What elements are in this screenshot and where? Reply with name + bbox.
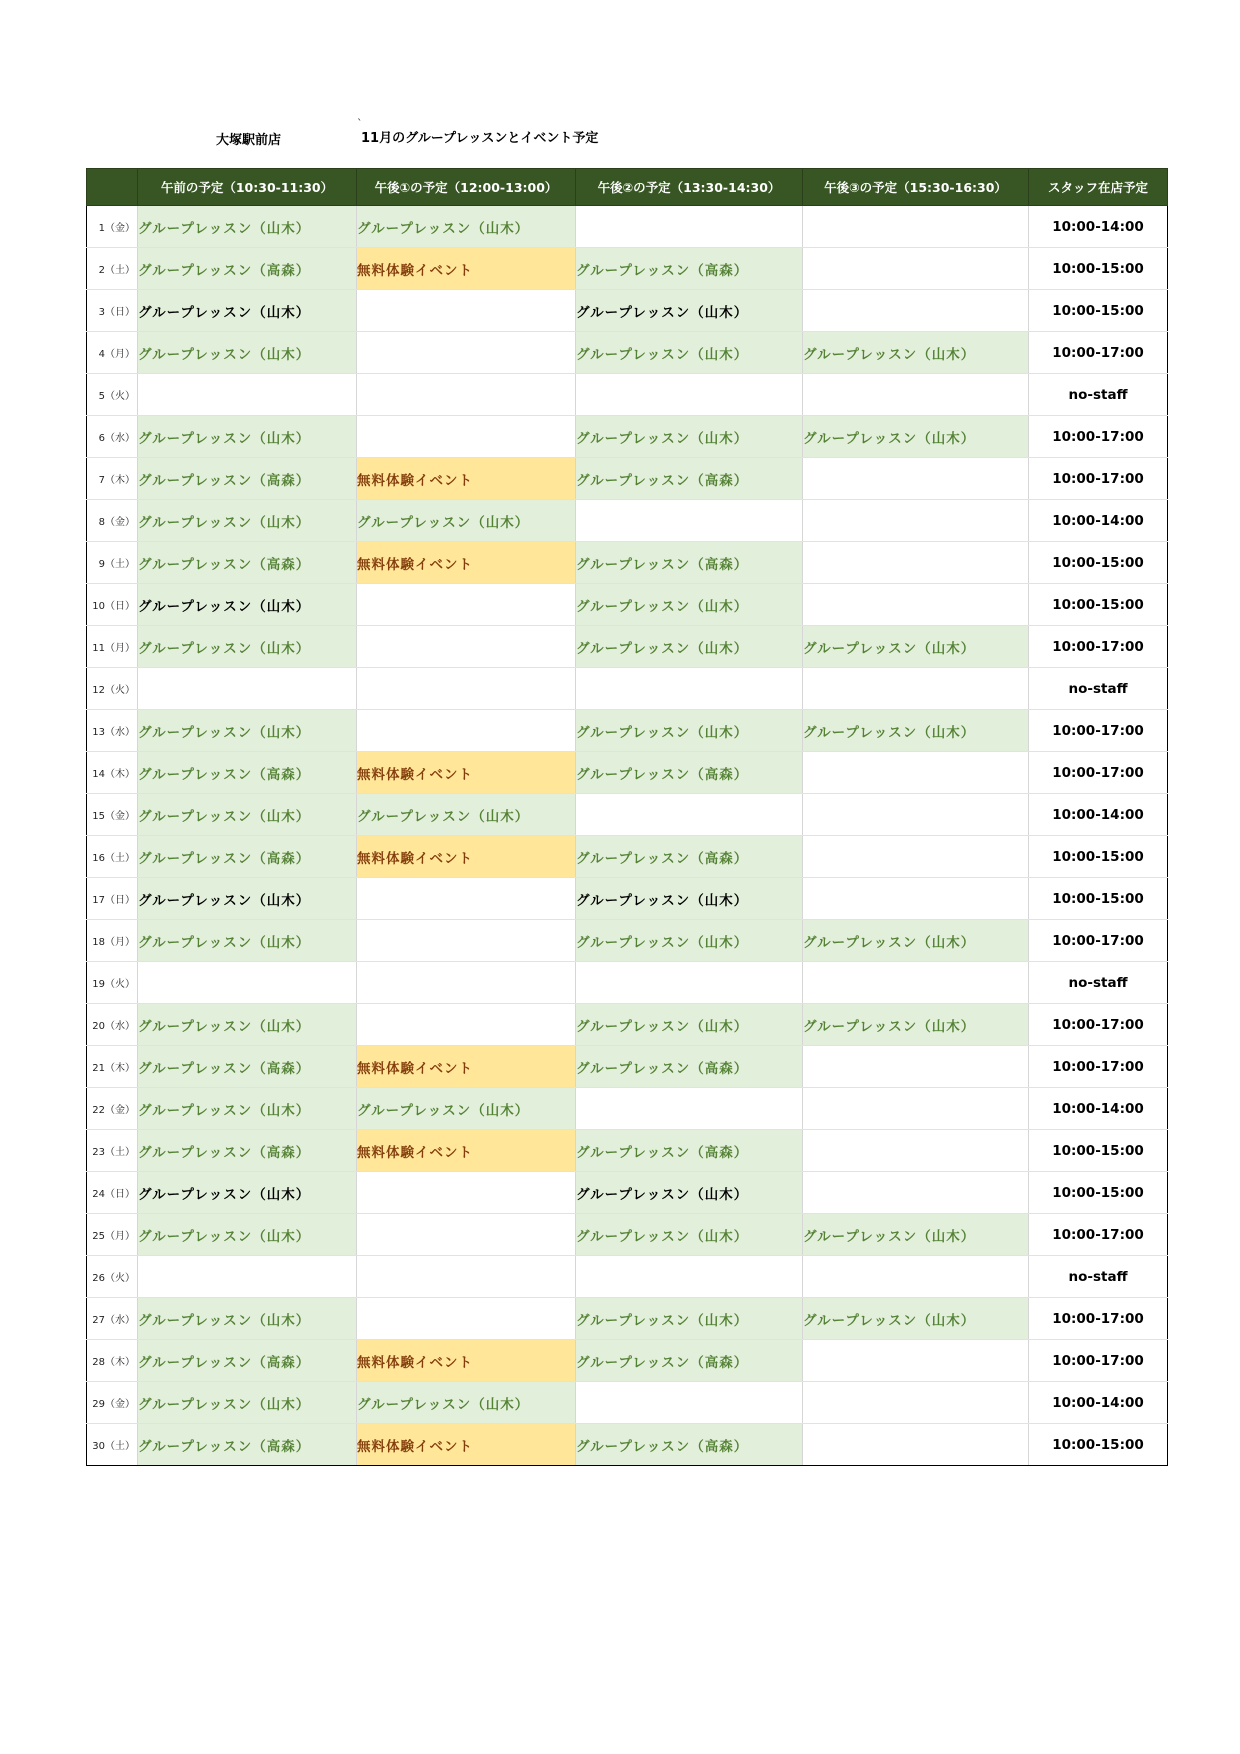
table-row: [87, 794, 1168, 836]
afternoon-2-cell: グループレッスン（高森）: [576, 1046, 803, 1088]
morning-cell: グループレッスン（高森）: [138, 542, 357, 584]
table-row: [87, 710, 1168, 752]
afternoon-3-cell: [803, 836, 1029, 878]
afternoon-2-cell: [576, 374, 803, 416]
date-cell: 27（水）: [87, 1298, 138, 1340]
date-cell: 21（木）: [87, 1046, 138, 1088]
afternoon-3-cell: [803, 1172, 1029, 1214]
morning-cell: グループレッスン（山木）: [138, 1382, 357, 1424]
morning-cell: グループレッスン（山木）: [138, 206, 357, 248]
afternoon-1-cell: 無料体験イベント: [357, 1424, 576, 1466]
date-cell: 20（水）: [87, 1004, 138, 1046]
afternoon-3-cell: グループレッスン（山木）: [803, 920, 1029, 962]
morning-cell: グループレッスン（高森）: [138, 1130, 357, 1172]
morning-cell: グループレッスン（山木）: [138, 878, 357, 920]
table-row: [87, 1382, 1168, 1424]
afternoon-1-cell: [357, 1214, 576, 1256]
morning-cell: グループレッスン（山木）: [138, 290, 357, 332]
column-header-afternoon-2: 午後②の予定（13:30-14:30）: [576, 169, 803, 206]
morning-cell: グループレッスン（高森）: [138, 752, 357, 794]
column-header-afternoon-1: 午後①の予定（12:00-13:00）: [357, 169, 576, 206]
afternoon-2-cell: グループレッスン（高森）: [576, 752, 803, 794]
afternoon-3-cell: [803, 1424, 1029, 1466]
date-cell: 2（土）: [87, 248, 138, 290]
afternoon-1-cell: [357, 584, 576, 626]
afternoon-3-cell: [803, 1340, 1029, 1382]
afternoon-2-cell: [576, 206, 803, 248]
staff-hours-cell: 10:00-17:00: [1029, 626, 1168, 668]
afternoon-3-cell: グループレッスン（山木）: [803, 416, 1029, 458]
table-row: [87, 1088, 1168, 1130]
date-cell: 24（日）: [87, 1172, 138, 1214]
staff-hours-cell: 10:00-17:00: [1029, 1298, 1168, 1340]
afternoon-3-cell: [803, 206, 1029, 248]
date-cell: 9（土）: [87, 542, 138, 584]
afternoon-1-cell: 無料体験イベント: [357, 542, 576, 584]
staff-hours-cell: 10:00-15:00: [1029, 878, 1168, 920]
store-name: 大塚駅前店: [216, 133, 282, 148]
morning-cell: [138, 374, 357, 416]
afternoon-3-cell: グループレッスン（山木）: [803, 710, 1029, 752]
afternoon-3-cell: [803, 290, 1029, 332]
table-row: [87, 1256, 1168, 1298]
morning-cell: グループレッスン（山木）: [138, 1214, 357, 1256]
staff-hours-cell: 10:00-15:00: [1029, 290, 1168, 332]
afternoon-1-cell: グループレッスン（山木）: [357, 500, 576, 542]
afternoon-1-cell: 無料体験イベント: [357, 458, 576, 500]
header-row: [87, 169, 1168, 206]
afternoon-2-cell: グループレッスン（山木）: [576, 584, 803, 626]
staff-hours-cell: 10:00-17:00: [1029, 1046, 1168, 1088]
table-row: [87, 248, 1168, 290]
staff-hours-cell: 10:00-17:00: [1029, 416, 1168, 458]
staff-hours-cell: 10:00-14:00: [1029, 794, 1168, 836]
afternoon-3-cell: グループレッスン（山木）: [803, 1004, 1029, 1046]
afternoon-1-cell: 無料体験イベント: [357, 1046, 576, 1088]
afternoon-1-cell: [357, 332, 576, 374]
table-row: [87, 206, 1168, 248]
date-cell: 10（日）: [87, 584, 138, 626]
afternoon-1-cell: [357, 710, 576, 752]
afternoon-3-cell: [803, 458, 1029, 500]
afternoon-1-cell: [357, 962, 576, 1004]
staff-hours-cell: 10:00-15:00: [1029, 1424, 1168, 1466]
afternoon-3-cell: [803, 794, 1029, 836]
date-cell: 7（木）: [87, 458, 138, 500]
afternoon-3-cell: [803, 1046, 1029, 1088]
morning-cell: グループレッスン（高森）: [138, 1046, 357, 1088]
afternoon-2-cell: グループレッスン（高森）: [576, 458, 803, 500]
afternoon-3-cell: [803, 878, 1029, 920]
date-cell: 11（月）: [87, 626, 138, 668]
table-row: [87, 1004, 1168, 1046]
afternoon-1-cell: グループレッスン（山木）: [357, 1088, 576, 1130]
afternoon-3-cell: [803, 1382, 1029, 1424]
afternoon-2-cell: グループレッスン（高森）: [576, 1424, 803, 1466]
morning-cell: グループレッスン（山木）: [138, 584, 357, 626]
morning-cell: グループレッスン（高森）: [138, 248, 357, 290]
morning-cell: [138, 668, 357, 710]
schedule-body: [87, 206, 1168, 1466]
table-row: [87, 458, 1168, 500]
afternoon-3-cell: [803, 1256, 1029, 1298]
date-cell: 8（金）: [87, 500, 138, 542]
afternoon-3-cell: グループレッスン（山木）: [803, 1298, 1029, 1340]
date-cell: 13（水）: [87, 710, 138, 752]
afternoon-3-cell: [803, 542, 1029, 584]
afternoon-2-cell: [576, 1088, 803, 1130]
date-cell: 3（日）: [87, 290, 138, 332]
afternoon-1-cell: 無料体験イベント: [357, 752, 576, 794]
table-row: [87, 374, 1168, 416]
afternoon-2-cell: グループレッスン（高森）: [576, 542, 803, 584]
afternoon-2-cell: [576, 1256, 803, 1298]
date-cell: 6（水）: [87, 416, 138, 458]
staff-hours-cell: 10:00-17:00: [1029, 920, 1168, 962]
staff-hours-cell: no-staff: [1029, 962, 1168, 1004]
table-row: [87, 836, 1168, 878]
afternoon-2-cell: グループレッスン（高森）: [576, 248, 803, 290]
table-row: [87, 962, 1168, 1004]
afternoon-2-cell: グループレッスン（山木）: [576, 878, 803, 920]
afternoon-2-cell: グループレッスン（山木）: [576, 710, 803, 752]
staff-hours-cell: no-staff: [1029, 668, 1168, 710]
morning-cell: グループレッスン（山木）: [138, 920, 357, 962]
staff-hours-cell: 10:00-17:00: [1029, 1340, 1168, 1382]
afternoon-1-cell: 無料体験イベント: [357, 836, 576, 878]
staff-hours-cell: 10:00-17:00: [1029, 1214, 1168, 1256]
staff-hours-cell: 10:00-15:00: [1029, 248, 1168, 290]
date-cell: 16（土）: [87, 836, 138, 878]
date-cell: 4（月）: [87, 332, 138, 374]
table-row: [87, 1298, 1168, 1340]
afternoon-2-cell: グループレッスン（高森）: [576, 1130, 803, 1172]
staff-hours-cell: 10:00-15:00: [1029, 1172, 1168, 1214]
staff-hours-cell: 10:00-15:00: [1029, 584, 1168, 626]
table-row: [87, 1214, 1168, 1256]
afternoon-3-cell: [803, 1130, 1029, 1172]
afternoon-3-cell: グループレッスン（山木）: [803, 1214, 1029, 1256]
afternoon-2-cell: グループレッスン（山木）: [576, 1172, 803, 1214]
afternoon-2-cell: [576, 962, 803, 1004]
staff-hours-cell: 10:00-17:00: [1029, 710, 1168, 752]
date-cell: 12（火）: [87, 668, 138, 710]
afternoon-2-cell: グループレッスン（高森）: [576, 1340, 803, 1382]
staff-hours-cell: 10:00-14:00: [1029, 206, 1168, 248]
table-row: [87, 752, 1168, 794]
afternoon-1-cell: グループレッスン（山木）: [357, 1382, 576, 1424]
table-row: [87, 500, 1168, 542]
afternoon-1-cell: [357, 1172, 576, 1214]
afternoon-1-cell: [357, 1256, 576, 1298]
afternoon-3-cell: [803, 962, 1029, 1004]
column-header-staff: スタッフ在店予定: [1029, 169, 1168, 206]
afternoon-1-cell: グループレッスン（山木）: [357, 206, 576, 248]
column-header-morning: 午前の予定（10:30-11:30）: [138, 169, 357, 206]
corner-mark: ˎ: [357, 108, 363, 121]
date-cell: 5（火）: [87, 374, 138, 416]
date-cell: 30（土）: [87, 1424, 138, 1466]
morning-cell: [138, 962, 357, 1004]
staff-hours-cell: 10:00-14:00: [1029, 1382, 1168, 1424]
table-row: [87, 1340, 1168, 1382]
column-header-date: [87, 169, 138, 206]
afternoon-1-cell: 無料体験イベント: [357, 1130, 576, 1172]
afternoon-1-cell: [357, 878, 576, 920]
morning-cell: グループレッスン（高森）: [138, 836, 357, 878]
staff-hours-cell: 10:00-14:00: [1029, 1088, 1168, 1130]
staff-hours-cell: 10:00-17:00: [1029, 458, 1168, 500]
date-cell: 19（火）: [87, 962, 138, 1004]
afternoon-2-cell: [576, 1382, 803, 1424]
afternoon-2-cell: [576, 500, 803, 542]
staff-hours-cell: 10:00-17:00: [1029, 1004, 1168, 1046]
afternoon-3-cell: [803, 668, 1029, 710]
afternoon-1-cell: [357, 1004, 576, 1046]
morning-cell: グループレッスン（山木）: [138, 1088, 357, 1130]
afternoon-2-cell: [576, 668, 803, 710]
afternoon-1-cell: [357, 290, 576, 332]
table-row: [87, 542, 1168, 584]
afternoon-2-cell: [576, 794, 803, 836]
morning-cell: グループレッスン（山木）: [138, 1298, 357, 1340]
staff-hours-cell: 10:00-14:00: [1029, 500, 1168, 542]
date-cell: 28（木）: [87, 1340, 138, 1382]
date-cell: 14（木）: [87, 752, 138, 794]
afternoon-1-cell: 無料体験イベント: [357, 1340, 576, 1382]
table-row: [87, 626, 1168, 668]
staff-hours-cell: 10:00-15:00: [1029, 1130, 1168, 1172]
afternoon-1-cell: [357, 374, 576, 416]
morning-cell: グループレッスン（山木）: [138, 1004, 357, 1046]
date-cell: 17（日）: [87, 878, 138, 920]
date-cell: 18（月）: [87, 920, 138, 962]
morning-cell: グループレッスン（山木）: [138, 626, 357, 668]
table-row: [87, 920, 1168, 962]
afternoon-1-cell: [357, 1298, 576, 1340]
table-row: [87, 668, 1168, 710]
afternoon-2-cell: グループレッスン（山木）: [576, 920, 803, 962]
morning-cell: グループレッスン（山木）: [138, 332, 357, 374]
staff-hours-cell: 10:00-17:00: [1029, 332, 1168, 374]
afternoon-2-cell: グループレッスン（山木）: [576, 416, 803, 458]
date-cell: 25（月）: [87, 1214, 138, 1256]
afternoon-1-cell: [357, 668, 576, 710]
morning-cell: グループレッスン（山木）: [138, 416, 357, 458]
morning-cell: グループレッスン（高森）: [138, 1424, 357, 1466]
table-row: [87, 878, 1168, 920]
table-row: [87, 416, 1168, 458]
schedule-table: [86, 168, 1168, 1466]
staff-hours-cell: 10:00-15:00: [1029, 836, 1168, 878]
staff-hours-cell: 10:00-17:00: [1029, 752, 1168, 794]
afternoon-2-cell: グループレッスン（山木）: [576, 1004, 803, 1046]
table-row: [87, 1130, 1168, 1172]
date-cell: 15（金）: [87, 794, 138, 836]
morning-cell: グループレッスン（山木）: [138, 500, 357, 542]
afternoon-1-cell: [357, 626, 576, 668]
table-row: [87, 584, 1168, 626]
staff-hours-cell: 10:00-15:00: [1029, 542, 1168, 584]
staff-hours-cell: no-staff: [1029, 374, 1168, 416]
afternoon-2-cell: グループレッスン（山木）: [576, 1298, 803, 1340]
morning-cell: グループレッスン（山木）: [138, 710, 357, 752]
column-header-afternoon-3: 午後③の予定（15:30-16:30）: [803, 169, 1029, 206]
afternoon-1-cell: 無料体験イベント: [357, 248, 576, 290]
morning-cell: グループレッスン（山木）: [138, 1172, 357, 1214]
morning-cell: グループレッスン（高森）: [138, 458, 357, 500]
date-cell: 23（土）: [87, 1130, 138, 1172]
afternoon-3-cell: [803, 500, 1029, 542]
afternoon-3-cell: [803, 584, 1029, 626]
table-row: [87, 1424, 1168, 1466]
date-cell: 22（金）: [87, 1088, 138, 1130]
morning-cell: [138, 1256, 357, 1298]
date-cell: 1（金）: [87, 206, 138, 248]
afternoon-2-cell: グループレッスン（高森）: [576, 836, 803, 878]
afternoon-1-cell: [357, 920, 576, 962]
afternoon-3-cell: [803, 374, 1029, 416]
table-row: [87, 1046, 1168, 1088]
morning-cell: グループレッスン（高森）: [138, 1340, 357, 1382]
staff-hours-cell: no-staff: [1029, 1256, 1168, 1298]
afternoon-2-cell: グループレッスン（山木）: [576, 290, 803, 332]
table-row: [87, 290, 1168, 332]
afternoon-1-cell: グループレッスン（山木）: [357, 794, 576, 836]
afternoon-3-cell: グループレッスン（山木）: [803, 626, 1029, 668]
page-title: 11月のグループレッスンとイベント予定: [361, 131, 599, 146]
table-row: [87, 332, 1168, 374]
afternoon-1-cell: [357, 416, 576, 458]
morning-cell: グループレッスン（山木）: [138, 794, 357, 836]
date-cell: 26（火）: [87, 1256, 138, 1298]
afternoon-2-cell: グループレッスン（山木）: [576, 626, 803, 668]
date-cell: 29（金）: [87, 1382, 138, 1424]
afternoon-3-cell: [803, 752, 1029, 794]
afternoon-3-cell: [803, 1088, 1029, 1130]
afternoon-3-cell: [803, 248, 1029, 290]
afternoon-2-cell: グループレッスン（山木）: [576, 1214, 803, 1256]
afternoon-3-cell: グループレッスン（山木）: [803, 332, 1029, 374]
afternoon-2-cell: グループレッスン（山木）: [576, 332, 803, 374]
table-row: [87, 1172, 1168, 1214]
